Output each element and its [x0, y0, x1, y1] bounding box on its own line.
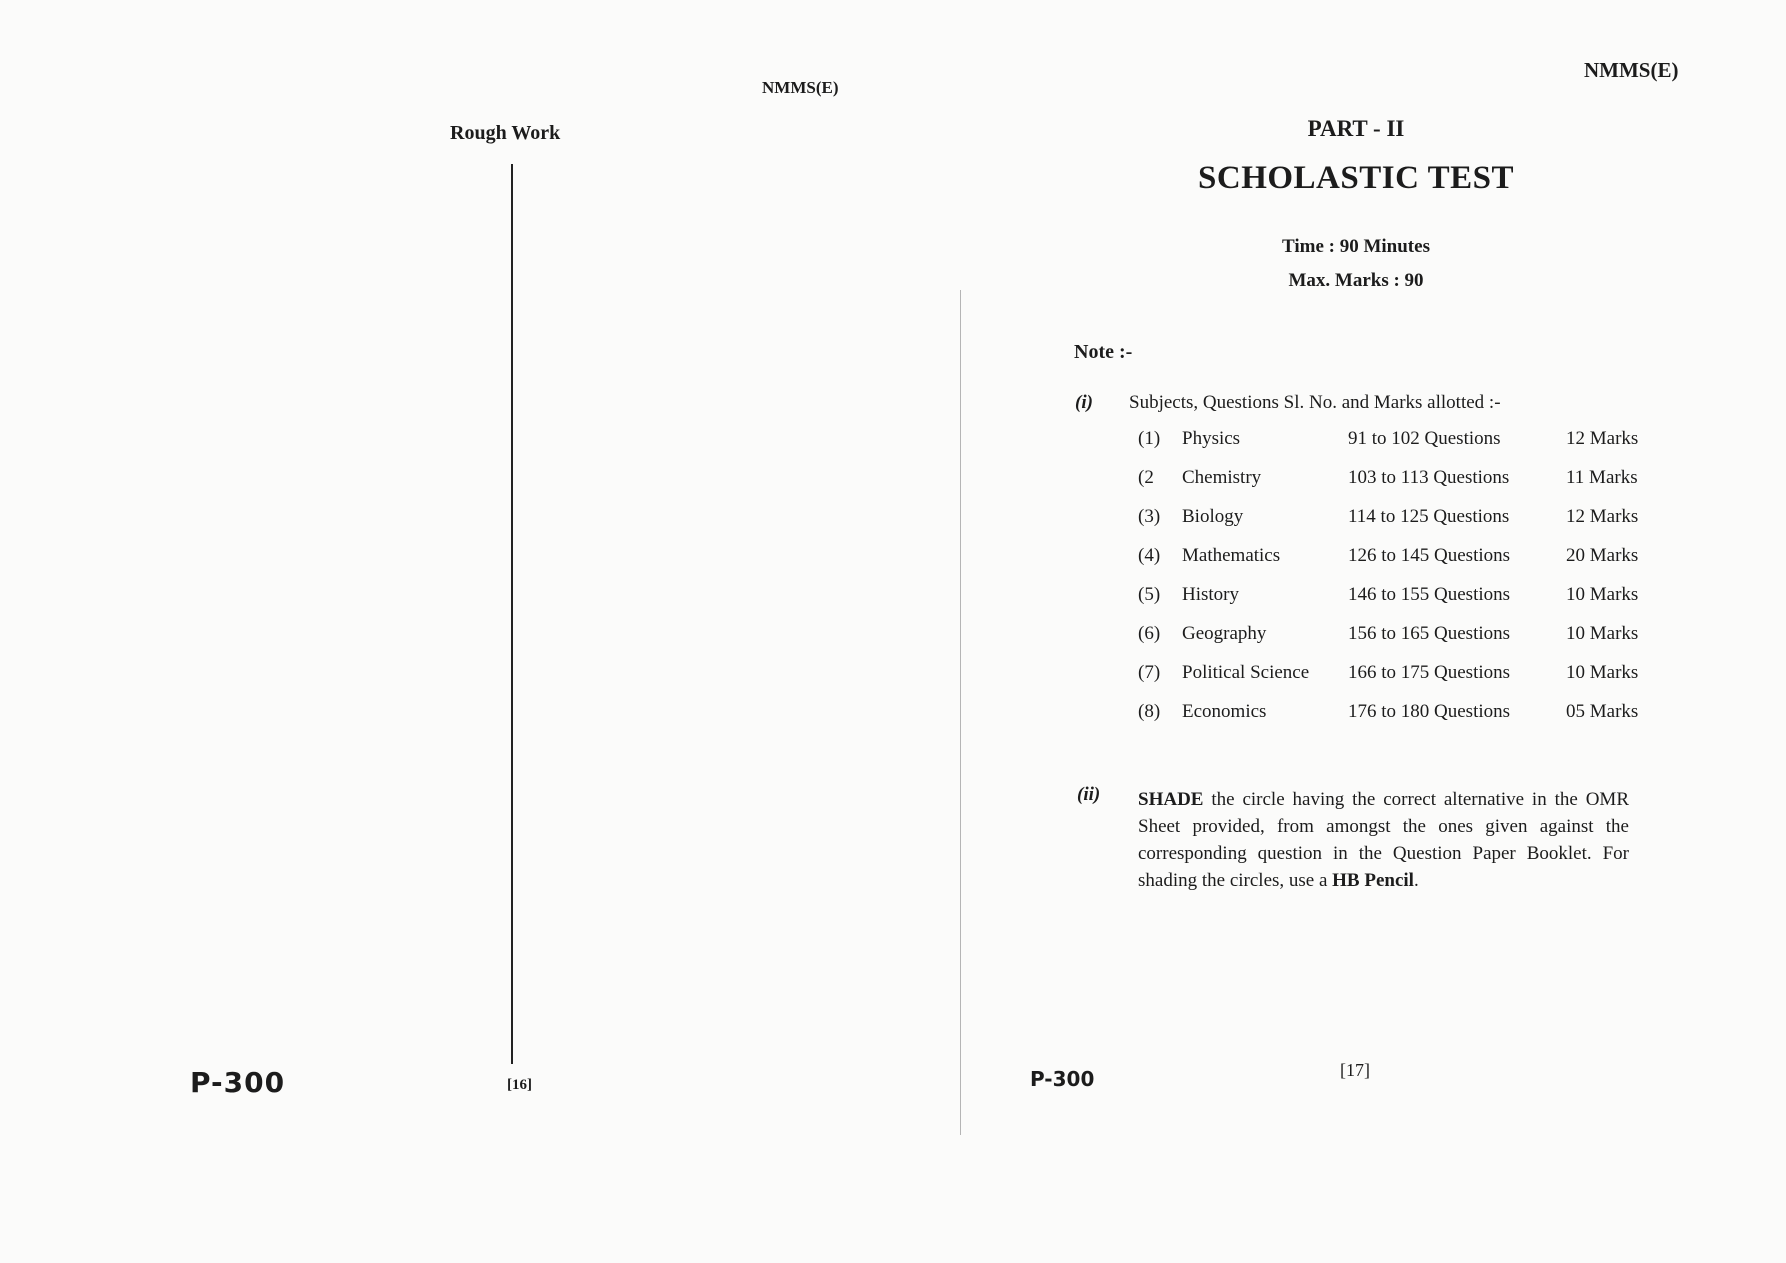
- subject-number: (4): [1138, 545, 1161, 566]
- note-ii-text: [1138, 786, 1629, 894]
- subject-marks: 12 Marks: [1566, 506, 1639, 527]
- subject-number: (3): [1138, 506, 1161, 527]
- subject-name: Political Science: [1182, 662, 1310, 683]
- subject-marks: 10 Marks: [1566, 584, 1639, 605]
- right-page-header: NMMS(E): [1584, 58, 1679, 82]
- note-ii-label: (ii): [1077, 784, 1101, 805]
- subject-row: [1130, 424, 1670, 463]
- subject-questions: 91 to 102 Questions: [1348, 428, 1501, 449]
- subject-row: [1130, 580, 1670, 619]
- subject-marks: 10 Marks: [1566, 662, 1639, 683]
- left-paper-code: P-300: [190, 1066, 286, 1099]
- subject-questions: 156 to 165 Questions: [1348, 623, 1511, 644]
- subject-row: [1130, 463, 1670, 502]
- subject-row: [1130, 697, 1670, 736]
- subject-questions: 114 to 125 Questions: [1348, 506, 1510, 527]
- part-label: PART - II: [1307, 116, 1405, 141]
- right-paper-code: P-300: [1030, 1067, 1095, 1091]
- subject-number: (1): [1138, 428, 1161, 449]
- subject-number: (6): [1138, 623, 1161, 644]
- subject-name: Biology: [1182, 506, 1244, 527]
- subject-marks: 10 Marks: [1566, 623, 1639, 644]
- subject-marks: 05 Marks: [1566, 701, 1639, 722]
- note-i-text: Subjects, Questions Sl. No. and Marks allotted :-: [1129, 392, 1501, 413]
- note-ii-body: the circle having the correct alternative in the OMR Sheet provided, from amongst the ones given against the corresponding question in the Question Paper Booklet. For shading the circles, use a: [1138, 789, 1629, 891]
- subject-questions: 146 to 155 Questions: [1348, 584, 1511, 605]
- subject-name: Physics: [1182, 428, 1241, 449]
- shade-keyword: SHADE: [1138, 789, 1204, 810]
- hb-pencil-keyword: HB Pencil: [1332, 870, 1414, 891]
- right-page-number: [17]: [1340, 1060, 1370, 1080]
- subject-questions: 126 to 145 Questions: [1348, 545, 1511, 566]
- left-page-number: [16]: [507, 1077, 532, 1093]
- subject-number: (2: [1138, 467, 1154, 488]
- subject-marks: 11 Marks: [1566, 467, 1638, 488]
- subject-questions: 166 to 175 Questions: [1348, 662, 1511, 683]
- subject-row: [1130, 619, 1670, 658]
- rough-work-divider: [511, 164, 513, 1064]
- rough-work-title: Rough Work: [450, 122, 561, 144]
- note-label: Note :-: [1074, 341, 1133, 363]
- left-page-header: NMMS(E): [762, 78, 839, 97]
- note-i-label: (i): [1075, 392, 1093, 413]
- subjects-table: [1130, 424, 1670, 736]
- subject-marks: 20 Marks: [1566, 545, 1639, 566]
- subject-name: Chemistry: [1182, 467, 1262, 488]
- subject-row: [1130, 658, 1670, 697]
- subject-row: [1130, 541, 1670, 580]
- subject-name: Economics: [1182, 701, 1267, 722]
- subject-number: (5): [1138, 584, 1161, 605]
- subject-questions: 176 to 180 Questions: [1348, 701, 1511, 722]
- subject-row: [1130, 502, 1670, 541]
- note-ii-end: .: [1413, 870, 1419, 891]
- page-gutter: [960, 290, 961, 1135]
- time-allowed: Time : 90 Minutes: [1282, 236, 1430, 257]
- max-marks: Max. Marks : 90: [1288, 270, 1424, 291]
- subject-name: Geography: [1182, 623, 1267, 644]
- subject-questions: 103 to 113 Questions: [1348, 467, 1510, 488]
- page-title: SCHOLASTIC TEST: [1198, 160, 1514, 196]
- subject-marks: 12 Marks: [1566, 428, 1639, 449]
- subject-name: History: [1182, 584, 1239, 605]
- subject-name: Mathematics: [1182, 545, 1281, 566]
- subject-number: (8): [1138, 701, 1161, 722]
- subject-number: (7): [1138, 662, 1161, 683]
